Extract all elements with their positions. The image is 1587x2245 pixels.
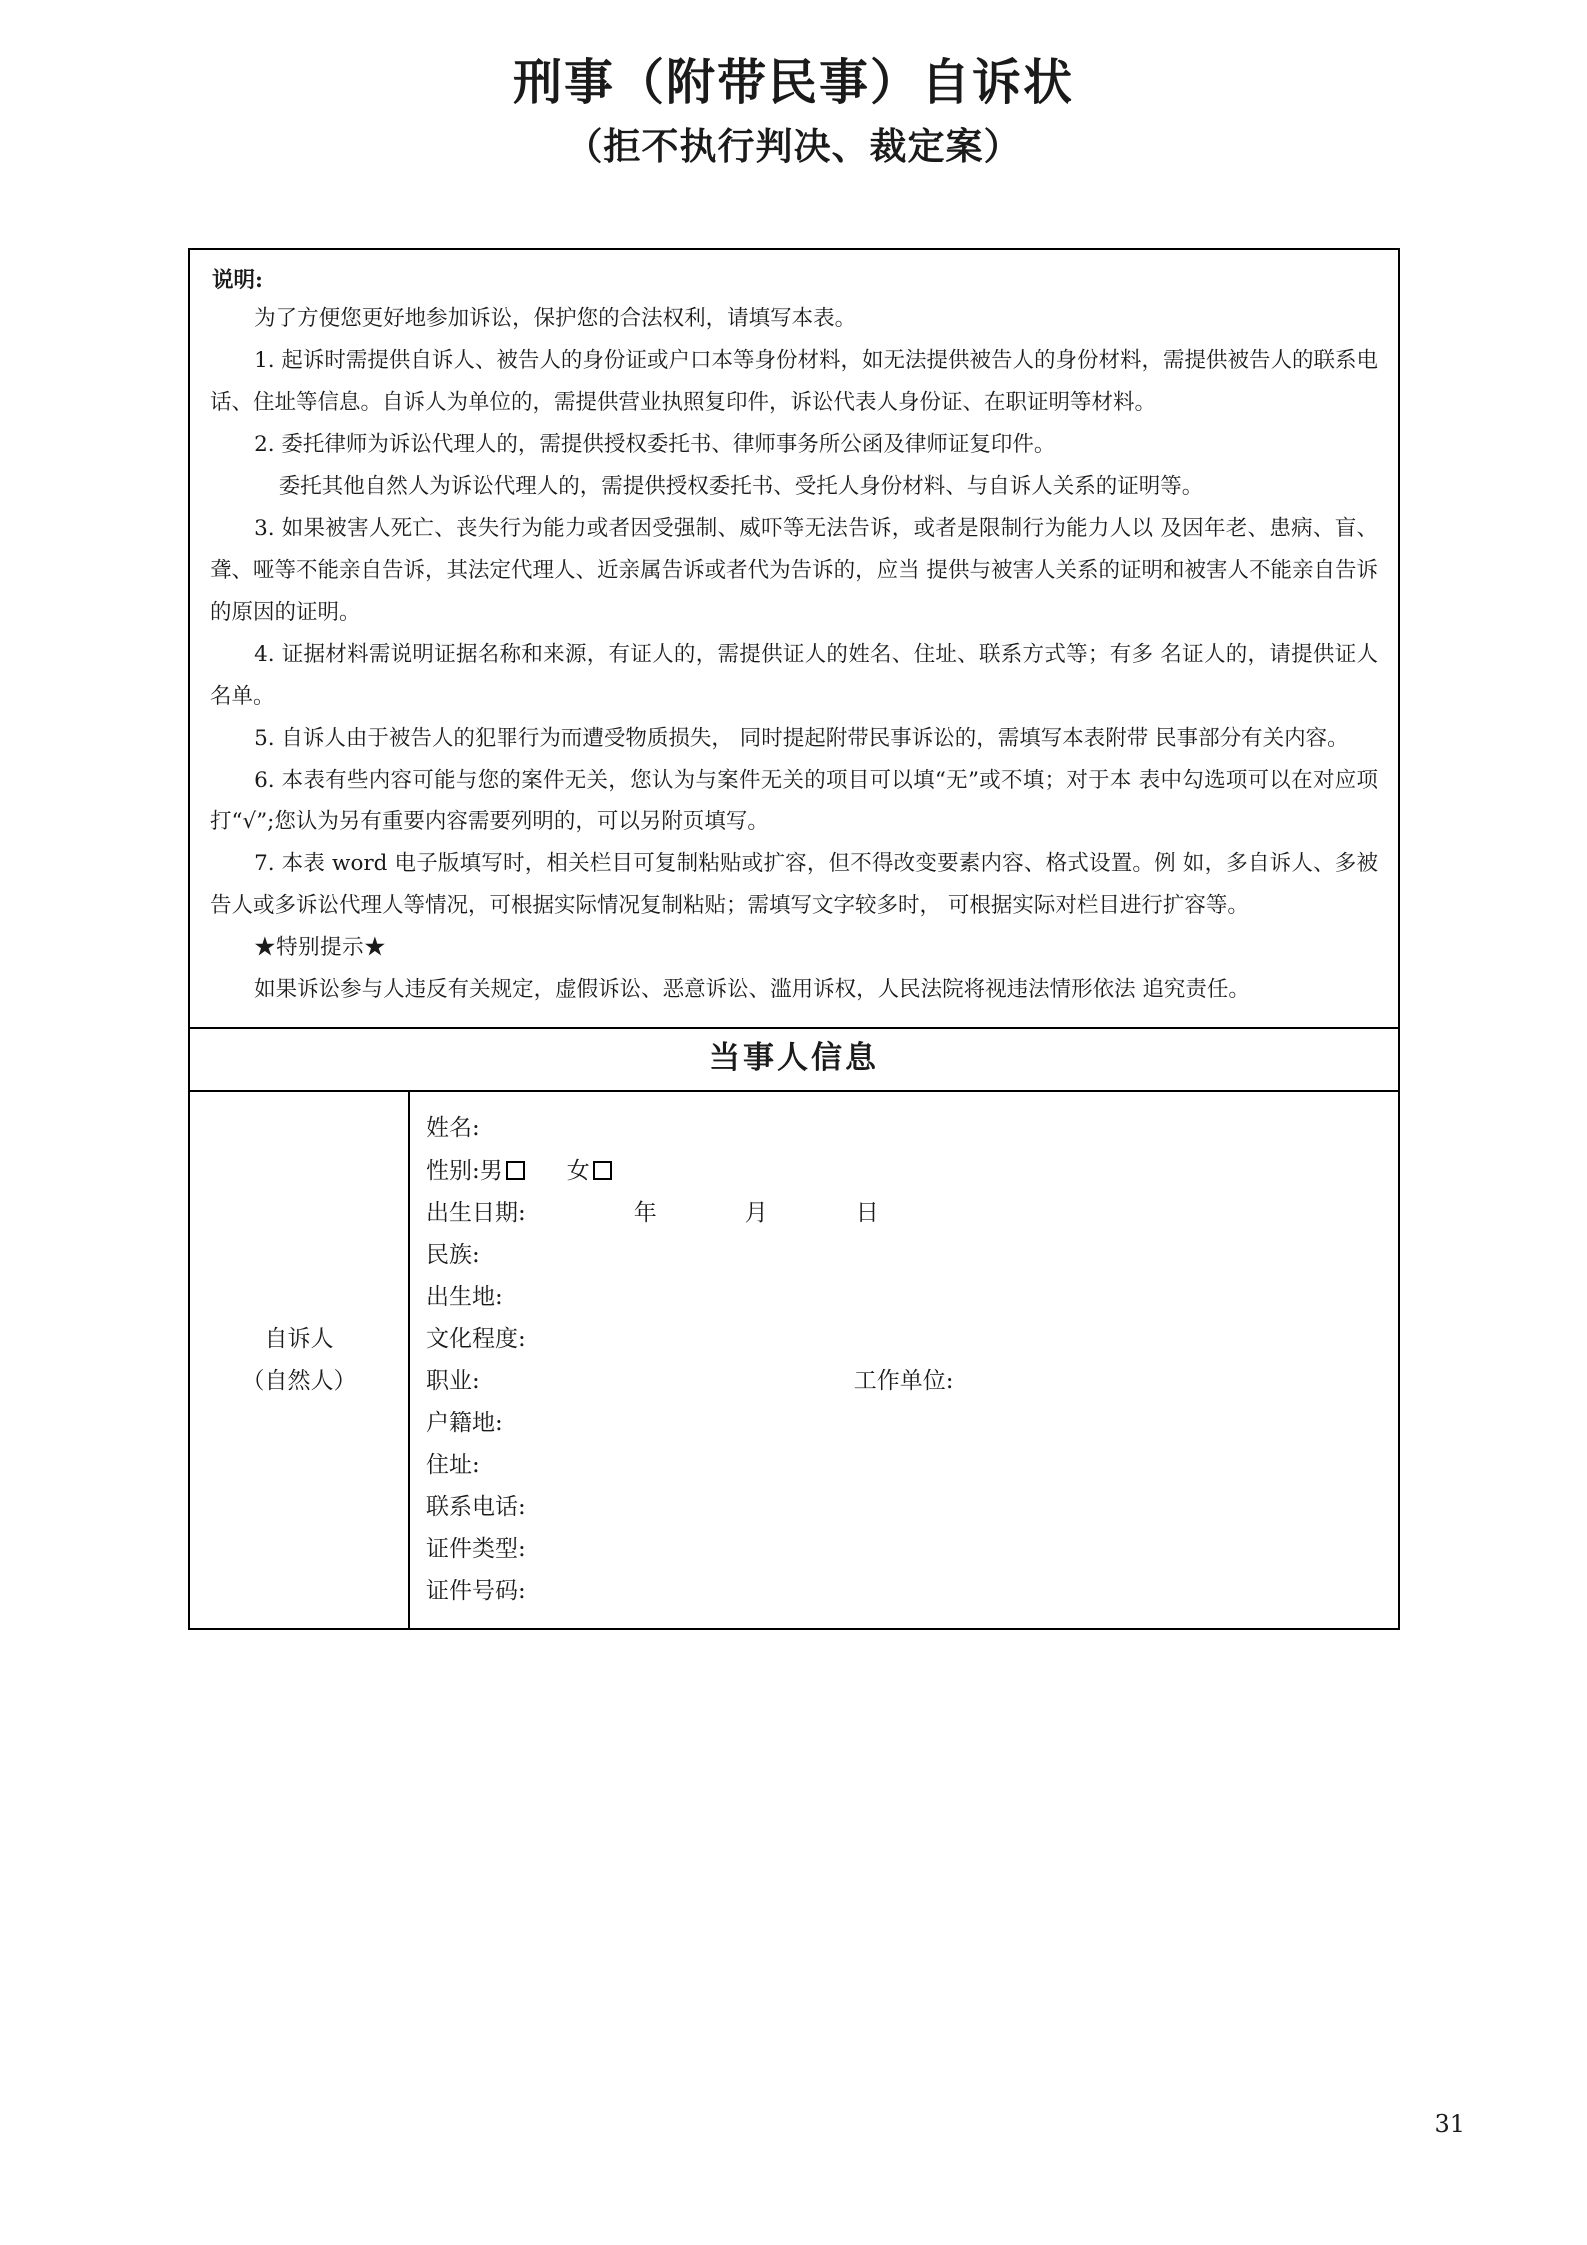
page-title: 刑事（附带民事）自诉状 [512,53,1074,111]
address-label: 住址: [426,1451,480,1478]
form-frame [188,248,1400,1630]
party-table [190,1090,1398,1628]
field-row-name [426,1107,1398,1149]
field-row-address [426,1444,1398,1486]
field-row-id-number [426,1570,1398,1612]
occupation-label: 职业: [426,1367,480,1394]
instructions-intro: 为了方便您更好地参加诉讼，保护您的合法权利，请填写本表。 [254,306,857,332]
name-label: 姓名: [426,1114,480,1141]
party-fields-cell [410,1092,1398,1628]
birth-month-unit: 月 [744,1199,768,1226]
party-section-header [190,1027,1398,1090]
instruction-item-4: 4. 证据材料需说明证据名称和来源，有证人的，需提供证人的姓名、住址、联系方式等；有多 名证人的，请提供证人名单。 [210,641,1378,709]
party-role-line2: （自然人） [241,1368,357,1395]
instruction-item-6: 6. 本表有些内容可能与您的案件无关，您认为与案件无关的项目可以填“无”或不填；对于本 表中勾选项可以在对应项打“√”;您认为另有重要内容需要列明的，可以另附页填写。 [210,767,1378,835]
field-row-phone [426,1486,1398,1528]
ethnicity-label: 民族: [426,1241,480,1268]
instruction-item-2b: 委托其他自然人为诉讼代理人的，需提供授权委托书、受托人身份材料、与自诉人关系的证明等。 [278,474,1204,500]
instruction-item-3: 3. 如果被害人死亡、丧失行为能力或者因受强制、威吓等无法告诉，或者是限制行为能力人以 及因年老、患病、盲、聋、哑等不能亲自告诉，其法定代理人、近亲属告诉或者代为告诉的，应当 提供与被害人关系的证明和被害人不能亲自告诉的原因的证明。 [210,516,1378,625]
party-role-line1: 自诉人 [264,1325,334,1352]
page-number: 31 [1434,2110,1465,2138]
id-number-label: 证件号码: [426,1577,526,1604]
phone-label: 联系电话: [426,1493,526,1520]
id-type-label: 证件类型: [426,1535,526,1562]
birth-year-unit: 年 [633,1199,657,1226]
birthplace-label: 出生地: [426,1283,503,1310]
field-row-id-type [426,1528,1398,1570]
instructions-block [190,250,1398,1027]
party-role-cell [190,1092,410,1628]
instruction-item-5: 5. 自诉人由于被告人的犯罪行为而遭受物质损失， 同时提起附带民事诉讼的，需填写本表附带 民事部分有关内容。 [254,725,1349,751]
instruction-item-7: 7. 本表 word 电子版填写时，相关栏目可复制粘贴或扩容，但不得改变要素内容、格式设置。例 如，多自诉人、多被告人或多诉讼代理人等情况，可根据实际情况复制粘贴；需填写文字较多时， 可根据实际对栏目进行扩容等。 [210,851,1378,919]
field-row-gender [426,1149,1398,1192]
gender-female-checkbox[interactable] [593,1161,612,1180]
gender-female-label: 女 [566,1157,590,1184]
household-registration-label: 户籍地: [426,1409,503,1436]
title-block [0,0,1587,170]
field-row-birth-date [426,1192,1398,1234]
instruction-item-2: 2. 委托律师为诉讼代理人的，需提供授权委托书、律师事务所公函及律师证复印件。 [254,432,1056,458]
special-tip-label: ★特别提示★ [254,935,387,961]
party-section-title: 当事人信息 [709,1040,879,1077]
instruction-item-1: 1. 起诉时需提供自诉人、被告人的身份证或户口本等身份材料，如无法提供被告人的身份材料，需提供被告人的联系电话、住址等信息。自诉人为单位的，需提供营业执照复印件，诉讼代表人身份证、在职证明等材料。 [210,348,1378,416]
special-tip-text: 如果诉讼参与人违反有关规定，虚假诉讼、恶意诉讼、滥用诉权，人民法院将视违法情形依法 追究责任。 [254,977,1250,1003]
field-row-birthplace [426,1276,1398,1318]
field-row-occupation [426,1360,1398,1402]
field-row-ethnicity [426,1234,1398,1276]
gender-male-checkbox[interactable] [506,1161,525,1180]
birth-day-unit: 日 [855,1199,879,1226]
field-row-education [426,1318,1398,1360]
work-unit-label: 工作单位: [853,1367,954,1394]
education-label: 文化程度: [426,1325,526,1352]
gender-male-label: 男 [479,1157,503,1184]
field-row-household [426,1402,1398,1444]
instructions-heading: 说明: [212,268,263,293]
page-subtitle: （拒不执行判决、裁定案） [565,124,1022,169]
birth-date-label: 出生日期: [426,1199,526,1226]
gender-label: 性别: [426,1157,480,1184]
